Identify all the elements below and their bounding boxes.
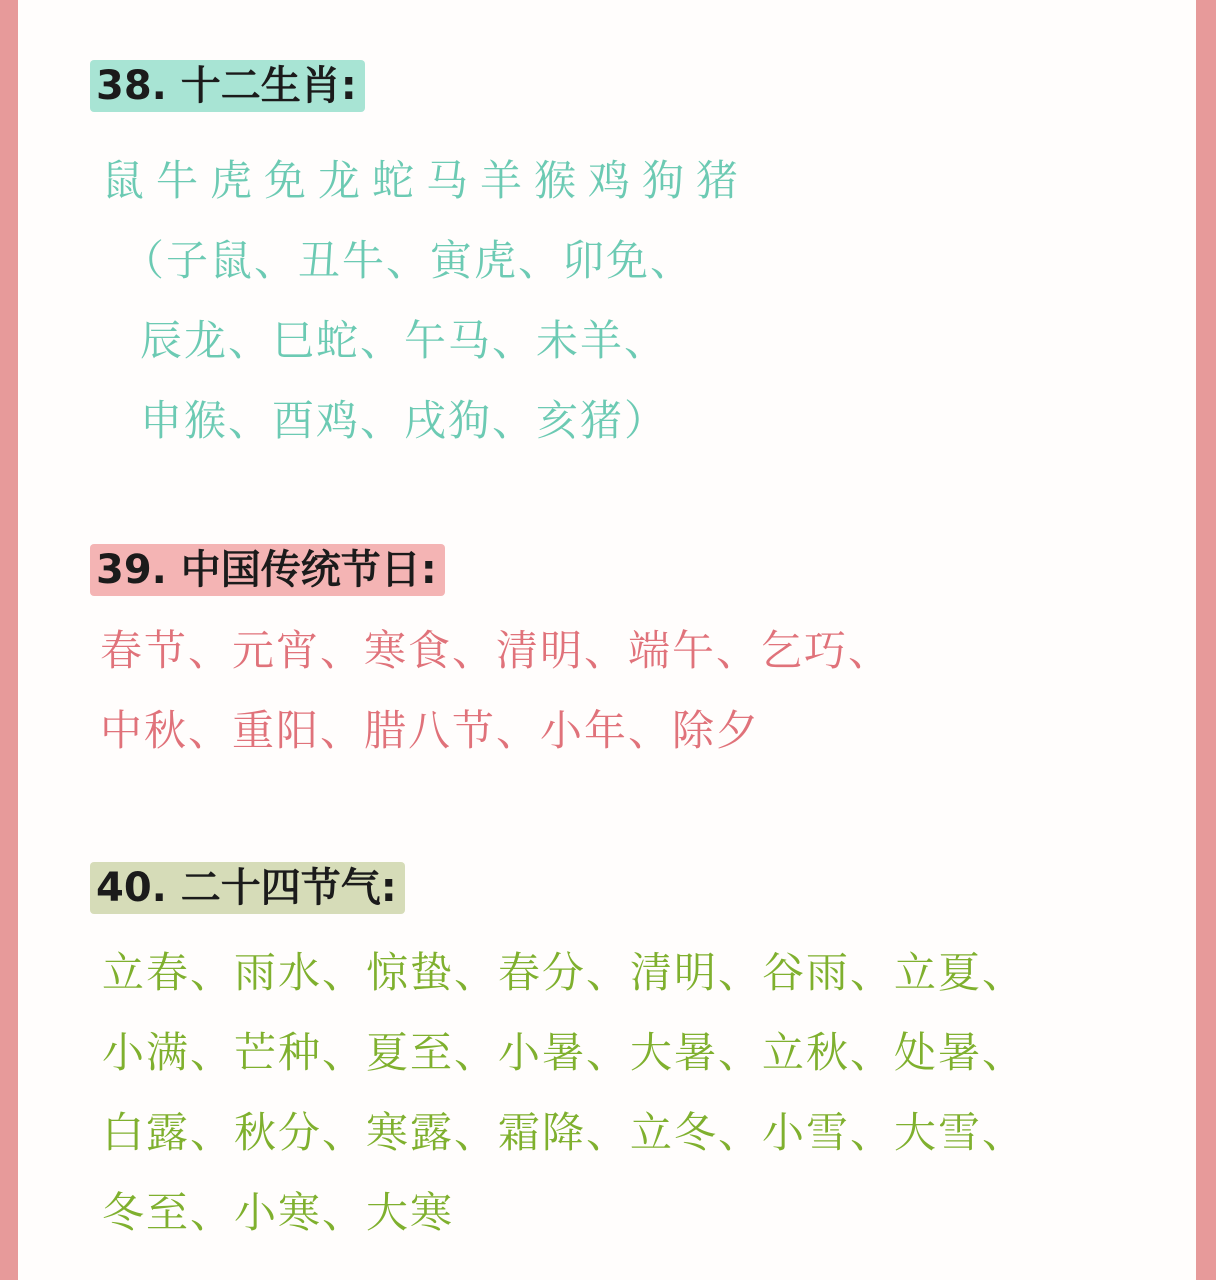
solar-term-line: 白露、秋分、寒露、霜降、立冬、小雪、大雪、 [102, 1108, 1027, 1157]
section-heading-solar-terms: 40. 二十四节气: [90, 862, 405, 914]
section-heading-festivals: 39. 中国传统节日: [90, 544, 445, 596]
document-page [18, 0, 1196, 1280]
solar-term-line: 立春、雨水、惊蛰、春分、清明、谷雨、立夏、 [102, 948, 1027, 997]
zodiac-line: 鼠牛虎免龙蛇马羊猴鸡狗猪 [102, 156, 751, 205]
zodiac-line: （子鼠、丑牛、寅虎、卯免、 [122, 236, 695, 285]
solar-term-line: 冬至、小寒、大寒 [102, 1188, 455, 1237]
zodiac-line: 申猴、酉鸡、戌狗、亥猪） [140, 396, 669, 445]
festival-line: 中秋、重阳、腊八节、小年、除夕 [100, 706, 761, 755]
festival-line: 春节、元宵、寒食、清明、端午、乞巧、 [100, 626, 893, 675]
zodiac-line: 辰龙、巳蛇、午马、未羊、 [140, 316, 669, 365]
section-heading-zodiac: 38. 十二生肖: [90, 60, 365, 112]
solar-term-line: 小满、芒种、夏至、小暑、大暑、立秋、处暑、 [102, 1028, 1027, 1077]
